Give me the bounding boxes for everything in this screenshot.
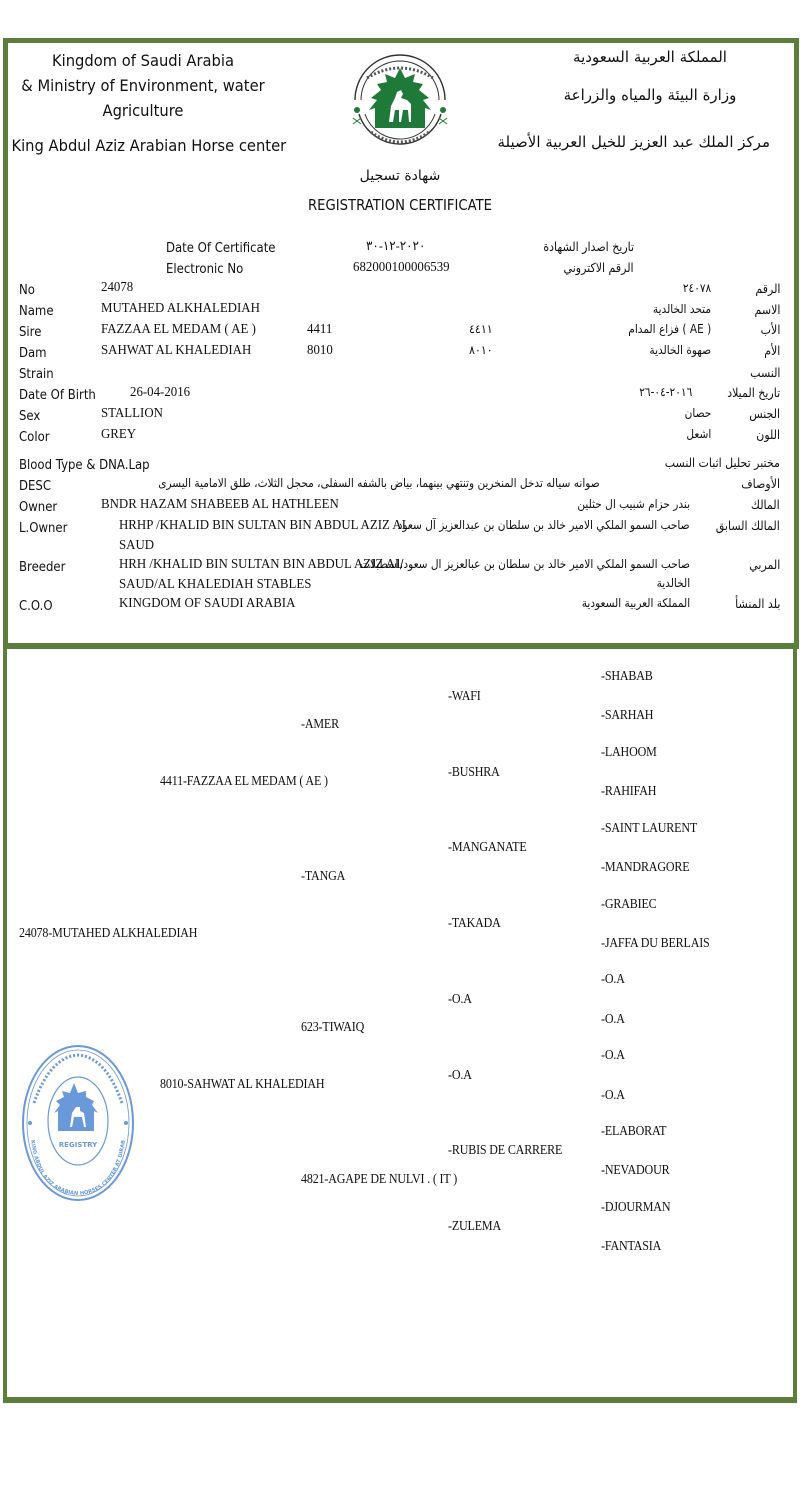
pedigree-gen4: -O.A [601, 1088, 625, 1103]
header-kingdom-ar: المملكة العربية السعودية [573, 48, 727, 66]
pedigree-gen4: -SARHAH [601, 708, 654, 723]
name-label: Name [19, 304, 54, 319]
pedigree-gen3: -MANGANATE [448, 840, 527, 855]
pedigree-gen2: 4821-AGAPE DE NULVI . ( IT ) [301, 1172, 458, 1187]
ministry-emblem-icon [345, 48, 455, 166]
dam-number-ar: ٨٠١٠ [469, 343, 493, 357]
blood-type-label-ar: مختبر تحليل اثبات النسب [664, 455, 780, 470]
dam-number: 8010 [307, 343, 333, 358]
header-center-en: King Abdul Aziz Arabian Horse center [11, 136, 287, 155]
strain-label-ar: النسب [749, 365, 780, 380]
dam-value: SAHWAT AL KHALEDIAH [101, 343, 252, 358]
pedigree-gen2: 623-TIWAIQ [301, 1020, 365, 1035]
color-value: GREY [101, 427, 137, 442]
owner-value-ar: بندر حزام شبيب ال حثلين [577, 497, 690, 511]
stamp-text-en: KING ABDUL AZIZ ARABIAN HORSES CENTER AT DIRAB [29, 1139, 127, 1198]
dob-value: 26-04-2016 [130, 385, 191, 400]
name-value: MUTAHED ALKHALEDIAH [101, 301, 260, 316]
sire-value-ar: ( AE ) فزاع المدام [628, 322, 711, 336]
breeder-value-ar-line2: الخالدية [656, 576, 690, 590]
pedigree-gen4: -FANTASIA [601, 1239, 662, 1254]
last-owner-value-line2: SAUD [119, 538, 155, 553]
pedigree-gen4: -ELABORAT [601, 1124, 667, 1139]
certificate-title-en: REGISTRATION CERTIFICATE [308, 196, 492, 214]
date-of-certificate-label-ar: تاريخ اصدار الشهادة [543, 239, 634, 254]
pedigree-gen4: -JAFFA DU BERLAIS [601, 936, 710, 951]
dam-label-ar: الأم [763, 343, 780, 358]
pedigree-gen2: -AMER [301, 717, 339, 732]
dob-value-ar: ٢٠١٦-٠٤-٢٦ [638, 385, 692, 399]
pedigree-gen4: -O.A [601, 1012, 625, 1027]
breeder-value-ar-line1: صاحب السمو الملكي الامير خالد بن سلطان بن عبالعزيز ال سعود/اسطبلات [360, 557, 690, 571]
sire-label: Sire [19, 325, 42, 340]
pedigree-gen4: -O.A [601, 1048, 625, 1063]
pedigree-gen4: -SHABAB [601, 669, 653, 684]
dam-label: Dam [19, 346, 47, 361]
coo-label-ar: بلد المنشأ [734, 596, 780, 611]
pedigree-gen4: -MANDRAGORE [601, 860, 690, 875]
pedigree-gen2: -TANGA [301, 869, 346, 884]
registry-stamp-icon [20, 1043, 136, 1203]
coo-value-ar: المملكة العربية السعودية [581, 596, 690, 610]
strain-label: Strain [19, 367, 54, 382]
pedigree-gen4: -LAHOOM [601, 745, 657, 760]
no-value: 24078 [101, 280, 134, 295]
name-value-ar: متحد الخالدية [652, 302, 711, 316]
sire-number: 4411 [307, 322, 333, 337]
header-kingdom-en: Kingdom of Saudi Arabia [51, 51, 235, 70]
sire-label-ar: الأب [760, 322, 780, 337]
electronic-no-label-ar: الرقم الاكتروني [563, 260, 634, 275]
stamp-text-registry: REGISTRY [58, 1141, 98, 1149]
color-value-ar: اشعل [686, 427, 711, 441]
pedigree-frame [3, 644, 797, 1403]
sire-value: FAZZAA EL MEDAM ( AE ) [101, 322, 256, 337]
color-label-ar: اللون [756, 427, 780, 442]
breeder-value-line2: SAUD/AL KHALEDIAH STABLES [119, 577, 312, 592]
breeder-label-ar: المربي [748, 557, 780, 572]
electronic-no-label: Electronic No [166, 262, 244, 277]
dob-label-ar: تاريخ الميلاد [727, 385, 780, 400]
pedigree-gen3: -O.A [448, 992, 472, 1007]
pedigree-gen4: -GRABIEC [601, 897, 657, 912]
ministry-logo [345, 48, 455, 166]
certificate-title-ar: شهادة تسجيل [359, 168, 441, 184]
desc-label: DESC [19, 479, 52, 494]
sire-number-ar: ٤٤١١ [469, 322, 493, 336]
date-of-certificate-label: Date Of Certificate [166, 241, 276, 256]
no-label: No [19, 283, 35, 298]
dam-value-ar: صهوة الخالدية [649, 343, 711, 357]
pedigree-gen3: -TAKADA [448, 916, 501, 931]
sex-label-ar: الجنس [749, 406, 780, 421]
coo-label: C.O.O [19, 599, 53, 614]
blood-type-label: Blood Type & DNA.Lap [19, 458, 150, 473]
last-owner-value-ar: صاحب السمو الملكي الامير خالد بن سلطان بن عبدالعزيز آل سعود [398, 518, 690, 532]
sex-value: STALLION [101, 406, 163, 421]
last-owner-label: L.Owner [19, 521, 68, 536]
desc-value-ar: صوانه سياله تدخل المنخرين وتنتهي بينهما، بياض بالشفه السفلى، محجل الثلاث، طلق الامامية اليسرى [158, 476, 600, 490]
pedigree-dam: 8010-SAHWAT AL KHALEDIAH [160, 1077, 325, 1092]
pedigree-gen4: -O.A [601, 972, 625, 987]
date-of-certificate-value: ٢٠٢٠-١٢-٣٠ [366, 238, 426, 253]
header-ministry-ar: وزارة البيئة والمياه والزراعة [563, 86, 737, 104]
pedigree-gen3: -RUBIS DE CARRERE [448, 1143, 563, 1158]
last-owner-label-ar: المالك السابق [715, 518, 780, 533]
pedigree-gen4: -RAHIFAH [601, 784, 657, 799]
no-value-ar: ٢٤٠٧٨ [682, 281, 711, 295]
last-owner-value-line1: HRHP /KHALID BIN SULTAN BIN ABDUL AZIZ AL [119, 518, 410, 533]
breeder-value-line1: HRH /KHALID BIN SULTAN BIN ABDUL AZIZ AL [119, 557, 403, 572]
header-ministry-en: & Ministry of Environment, water [21, 76, 265, 95]
pedigree-gen3: -O.A [448, 1068, 472, 1083]
dob-label: Date Of Birth [19, 388, 96, 403]
pedigree-gen4: -DJOURMAN [601, 1200, 671, 1215]
desc-label-ar: الأوصاف [741, 476, 780, 491]
pedigree-gen3: -WAFI [448, 689, 481, 704]
coo-value: KINGDOM OF SAUDI ARABIA [119, 596, 296, 611]
pedigree-gen3: -ZULEMA [448, 1219, 501, 1234]
pedigree-gen4: -SAINT LAURENT [601, 821, 698, 836]
header-agriculture-en: Agriculture [102, 101, 184, 120]
owner-label-ar: المالك [751, 497, 780, 512]
pedigree-horse: 24078-MUTAHED ALKHALEDIAH [19, 926, 198, 941]
pedigree-gen3: -BUSHRA [448, 765, 500, 780]
sex-label: Sex [19, 409, 41, 424]
breeder-label: Breeder [19, 560, 66, 575]
pedigree-gen4: -NEVADOUR [601, 1163, 670, 1178]
owner-label: Owner [19, 500, 58, 515]
name-label-ar: الاسم [754, 302, 780, 317]
electronic-no-value: 682000100006539 [353, 260, 450, 275]
color-label: Color [19, 430, 50, 445]
sex-value-ar: حصان [684, 406, 711, 420]
registry-stamp [20, 1043, 136, 1203]
owner-value: BNDR HAZAM SHABEEB AL HATHLEEN [101, 497, 339, 512]
pedigree-sire: 4411-FAZZAA EL MEDAM ( AE ) [160, 774, 328, 789]
header-center-ar: مركز الملك عبد العزيز للخيل العربية الأصيلة [497, 133, 770, 151]
no-label-ar: الرقم [754, 281, 780, 296]
